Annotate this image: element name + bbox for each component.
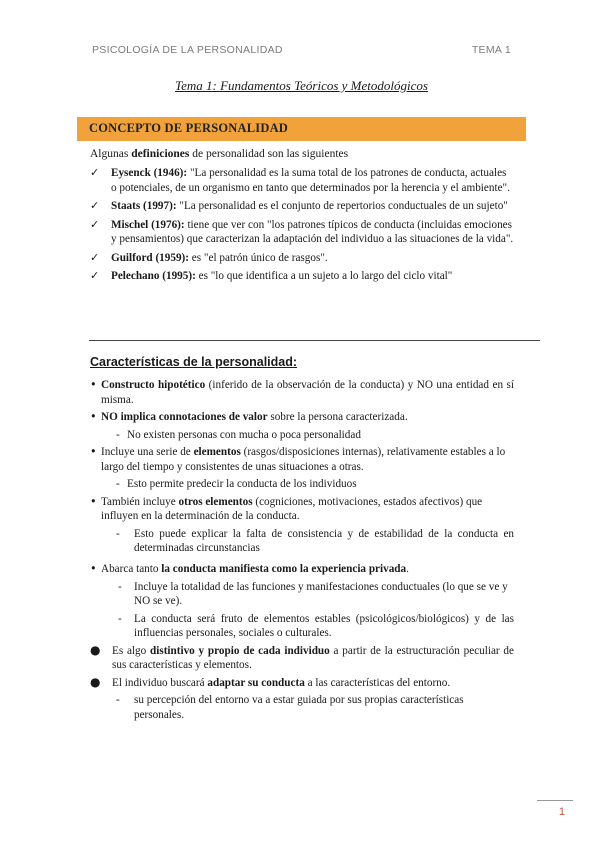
bullet-icon: ● <box>90 642 101 657</box>
definition-text: es "lo que identifica a un sujeto a lo largo del ciclo vital" <box>195 270 453 282</box>
definition-author: Staats (1997): <box>111 200 177 212</box>
definitions-intro <box>90 148 348 160</box>
item-bold: NO implica connotaciones de valor <box>101 411 268 423</box>
footer-divider <box>537 800 573 801</box>
section-title: CONCEPTO DE PERSONALIDAD <box>89 121 289 135</box>
checkmark-icon: ✓ <box>90 217 100 231</box>
sub-item-text: su percepción del entorno va a estar guiada por sus propias características personales. <box>134 694 464 721</box>
page-number: 1 <box>558 806 565 818</box>
document-title: Tema 1: Fundamentos Teóricos y Metodológicos <box>175 78 428 93</box>
checkmark-icon: ✓ <box>90 269 100 282</box>
bullet-icon: • <box>90 562 97 575</box>
definition-item <box>90 218 514 247</box>
definition-text: "La personalidad es la suma total de los patrones de conducta, actuales o potenciales, de un organismo en tanto que determinados por la herencia y el ambiente". <box>111 167 510 194</box>
definition-author: Eysenck (1946): <box>111 167 188 179</box>
sub-list-item <box>90 428 514 443</box>
checkmark-icon: ✓ <box>90 250 100 264</box>
sub-item-text: No existen personas con mucha o poca personalidad <box>127 428 361 441</box>
item-text: El individuo buscará <box>112 676 208 689</box>
characteristics-heading: Características de la personalidad: <box>90 355 298 369</box>
definition-author: Guilford (1959): <box>111 251 189 264</box>
item-bold: distintivo y propio de cada individuo <box>150 644 330 657</box>
definitions-list <box>90 166 514 288</box>
header-course-title: PSICOLOGÍA DE LA PERSONALIDAD <box>92 44 283 56</box>
list-item <box>90 378 514 407</box>
intro-text: Algunas <box>90 148 132 160</box>
list-item <box>90 562 514 577</box>
sub-list-item <box>90 477 514 492</box>
item-text: sobre la persona caracterizada. <box>267 411 408 423</box>
intro-text-end: de personalidad son las siguientes <box>189 148 349 160</box>
dash-icon: - <box>116 527 120 540</box>
definition-text: tiene que ver con "los patrones típicos de conducta (incluidas emociones y pensamientos) que caracterizan la adaptación del individuo a las situaciones de la vida". <box>111 218 514 245</box>
item-text-end: a partir de la estructuración peculiar de sus características y elementos. <box>112 644 514 671</box>
sub-item-text: Incluye la totalidad de las funciones y manifestaciones conductuales (lo que se ve y NO se ve). <box>134 580 508 607</box>
definition-item <box>90 269 514 284</box>
sub-list-item <box>90 527 514 556</box>
item-text: (inferido de la observación de la conducta) y NO una entidad en sí misma. <box>101 379 514 406</box>
list-item <box>90 644 514 673</box>
sub-item-text: Esto permite predecir la conducta de los individuos <box>127 478 357 490</box>
item-text: Incluye una serie de <box>101 446 194 458</box>
intro-bold: definiciones <box>131 148 190 160</box>
sub-list-item <box>90 693 514 722</box>
checkmark-icon: ✓ <box>90 166 100 179</box>
item-text-end: . <box>406 563 409 575</box>
definition-item <box>90 199 514 214</box>
characteristics-list <box>90 378 514 559</box>
definition-item <box>90 251 514 266</box>
sub-list-item <box>90 580 514 609</box>
definition-text: "La personalidad es el conjunto de repertorios conductuales de un sujeto" <box>176 200 508 212</box>
definition-author: Pelechano (1995): <box>111 270 196 282</box>
item-text-end: (rasgos/disposiciones internas), relativamente estables a lo largo del tiempo y consistentes de unas situaciones a otras. <box>101 446 506 473</box>
item-text: Abarca tanto <box>101 563 162 575</box>
list-item <box>90 495 514 524</box>
checkmark-icon: ✓ <box>90 199 100 212</box>
bullet-icon: • <box>90 494 97 508</box>
item-bold: Constructo hipotético <box>101 379 206 391</box>
characteristics-list-continued <box>90 562 514 725</box>
item-bold: la conducta manifiesta como la experiencia privada <box>161 563 407 575</box>
item-bold: adaptar su conducta <box>207 676 305 689</box>
section-divider <box>89 340 540 341</box>
item-bold: elementos <box>193 446 241 458</box>
item-text: También incluye <box>101 495 179 508</box>
dash-icon: - <box>116 694 120 706</box>
definition-text: es "el patrón único de rasgos". <box>189 251 328 264</box>
list-item <box>90 410 514 425</box>
dash-icon: - <box>116 478 120 490</box>
sub-list-item <box>90 612 514 641</box>
item-text-end: a las características del entorno. <box>304 676 451 689</box>
item-bold: otros elementos <box>178 495 253 508</box>
item-text: Es algo <box>112 644 151 657</box>
bullet-icon: • <box>90 378 97 391</box>
item-text-end: (cogniciones, motivaciones, estados afectivos) que influyen en la determinación de la conducta. <box>101 495 483 522</box>
bullet-icon: • <box>90 445 97 458</box>
section-banner <box>77 117 526 141</box>
sub-item-text: La conducta será fruto de elementos estables (psicológicos/biológicos) y de las influencias personales, sociales o culturales. <box>134 612 514 639</box>
bullet-icon: ● <box>90 674 101 689</box>
dash-icon: - <box>116 428 120 441</box>
definition-item <box>90 166 514 195</box>
dash-icon: - <box>118 580 122 593</box>
bullet-icon: • <box>90 410 97 423</box>
sub-item-text: Esto puede explicar la falta de consistencia y de estabilidad de la conducta en determinadas circunstancias <box>134 527 514 554</box>
list-item <box>90 445 514 474</box>
list-item <box>90 676 514 691</box>
definition-author: Mischel (1976): <box>111 218 185 231</box>
dash-icon: - <box>118 612 122 625</box>
header-unit-label: TEMA 1 <box>471 44 511 56</box>
